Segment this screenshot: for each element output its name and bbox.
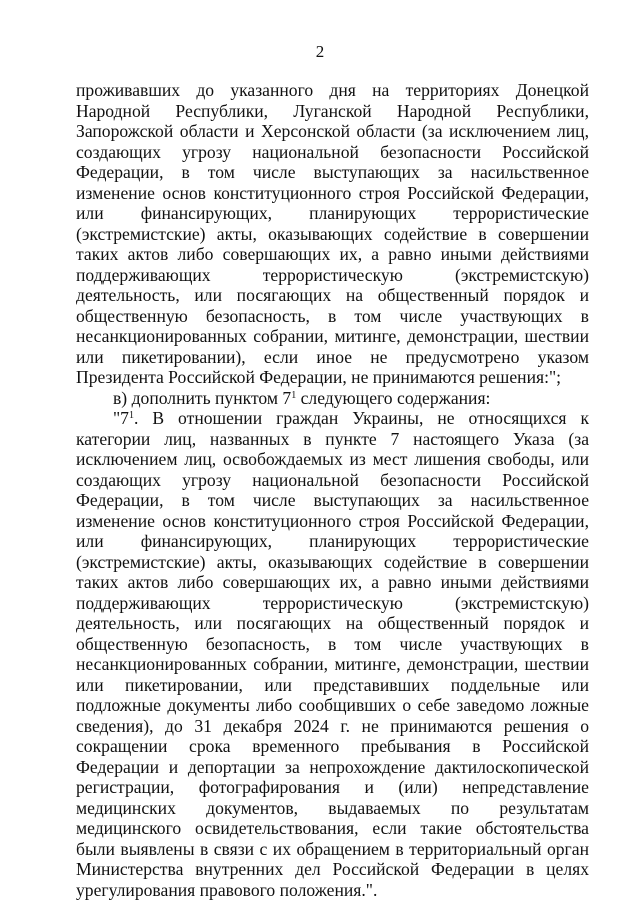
paragraph-2 xyxy=(76,388,589,409)
page-number: 2 xyxy=(315,42,325,61)
paragraph-3-superscript: 1 xyxy=(128,410,134,421)
paragraph-2-text-a: в) дополнить пунктом 7 xyxy=(113,387,292,408)
paragraph-2-text-b: следующего содержания: xyxy=(296,387,491,408)
paragraph-1: проживавших до указанного дня на территориях Донецкой Народной Республики, Луганской Народной Республики, Запорожской области и Херсонской области (за исключением лиц, создающих угрозу национальной безопасности Российской Федерации, в том числе выступающих за насильственное изменение основ конституционного строя Российской Федерации, или финансирующих, планирующих террористические (экстремистские) акты, оказывающих содействие в совершении таких актов либо совершающих их, а равно иными действиями поддерживающих террористическую (экстремистскую) деятельность, или посягающих на общественный порядок и общественную безопасность, в том числе участвующих в несанкционированных собрании, митинге, демонстрации, шествии или пикетировании), если иное не предусмотрено указом Президента Российской Федерации, не принимаются решения:"; xyxy=(76,80,589,387)
paragraph-3-text-a: "7 xyxy=(113,408,129,428)
paragraph-2-superscript: 1 xyxy=(291,389,297,401)
paragraph-3-text-b: . В отношении граждан Украины, не относящихся к категории лиц, названных в пункте 7 настоящего Указа (за исключением лиц, освобождаемых из мест лишения свободы, или создающих угрозу национальной безопасности Российской Федерации, в том числе выступающих за насильственное изменение основ конституционного строя Российской Федерации, или финансирующих, планирующих террористические (экстремистские) акты, оказывающих содействие в совершении таких актов либо совершающих их, а равно иными действиями поддерживающих террористическую (экстремистскую) деятельность, или посягающих на общественный порядок и общественную безопасность, в том числе участвующих в несанкционированных собрании, митинге, демонстрации, шествии или пикетировании, или представивших поддельные или подложные документы либо сообщивших о себе заведомо ложные сведения), до 31 декабря 2024 г. не принимаются решения о сокращении срока временного пребывания в Российской Федерации и депортации за непрохождение дактилоскопической регистрации, фотографирования и (или) непредставление медицинских документов, выдаваемых по результатам медицинского освидетельствования, если такие обстоятельства были выявлены в связи с их обращением в территориальный орган Министерства внутренних дел Российской Федерации в целях урегулирования правового положения.". xyxy=(76,408,589,900)
paragraph-3 xyxy=(76,408,589,900)
document-body xyxy=(76,80,589,900)
